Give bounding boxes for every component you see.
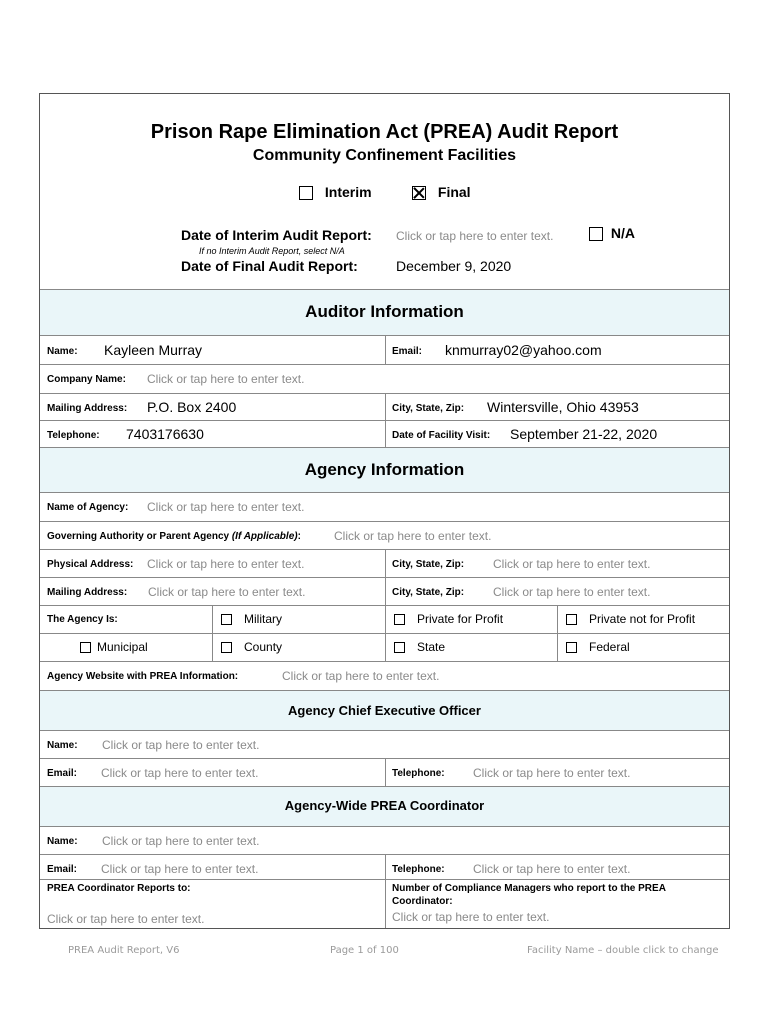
state-checkbox[interactable]	[394, 642, 405, 653]
auditor-name-label: Name:	[47, 346, 78, 357]
ceo-name-row	[40, 730, 729, 758]
reports-to-field[interactable]: Click or tap here to enter text.	[47, 912, 205, 926]
na-checkbox[interactable]	[589, 227, 603, 241]
company-name-label: Company Name:	[47, 374, 126, 385]
coordinator-phone-label: Telephone:	[392, 864, 445, 875]
federal-checkbox[interactable]	[566, 642, 577, 653]
interim-date-label: Date of Interim Audit Report:	[181, 227, 372, 243]
county-checkbox[interactable]	[221, 642, 232, 653]
coordinator-name-field[interactable]: Click or tap here to enter text.	[102, 834, 260, 848]
auditor-mailing-row	[40, 393, 729, 420]
agency-type-row-1	[40, 605, 729, 633]
agency-csz1-field[interactable]: Click or tap here to enter text.	[493, 557, 651, 571]
option-private-not-for-profit[interactable]: Private not for Profit	[566, 612, 695, 626]
agency-csz2-field[interactable]: Click or tap here to enter text.	[493, 585, 651, 599]
agency-mailing-field[interactable]: Click or tap here to enter text.	[148, 585, 306, 599]
auditor-mailing-label: Mailing Address:	[47, 403, 128, 414]
military-checkbox[interactable]	[221, 614, 232, 625]
company-name-field[interactable]: Click or tap here to enter text.	[147, 372, 305, 386]
interim-checkbox[interactable]	[299, 186, 313, 200]
coordinator-email-field[interactable]: Click or tap here to enter text.	[101, 862, 259, 876]
final-label: Final	[437, 184, 471, 200]
auditor-email-field[interactable]: knmurray02@yahoo.com	[445, 342, 602, 358]
municipal-checkbox[interactable]	[80, 642, 91, 653]
coordinator-name-row	[40, 826, 729, 854]
facility-visit-field[interactable]: September 21-22, 2020	[510, 426, 658, 442]
option-military[interactable]: Military	[221, 612, 282, 626]
auditor-company-row	[40, 364, 729, 393]
agency-mailing-row	[40, 577, 729, 605]
agency-name-label: Name of Agency:	[47, 502, 129, 513]
coordinator-reports-row	[40, 879, 729, 928]
ceo-contact-row	[40, 758, 729, 786]
ceo-phone-field[interactable]: Click or tap here to enter text.	[473, 766, 631, 780]
footer-report-version: PREA Audit Report, V6	[68, 945, 180, 956]
ceo-email-label: Email:	[47, 768, 78, 779]
ceo-email-field[interactable]: Click or tap here to enter text.	[101, 766, 259, 780]
auditor-section-title: Auditor Information	[305, 302, 464, 321]
auditor-phone-field[interactable]: 7403176630	[126, 426, 204, 442]
interim-date-field[interactable]: Click or tap here to enter text.	[396, 229, 554, 243]
agency-mailing-label: Mailing Address:	[47, 587, 128, 598]
final-date-label: Date of Final Audit Report:	[181, 258, 358, 274]
option-federal[interactable]: Federal	[566, 640, 630, 654]
auditor-name-row	[40, 335, 729, 364]
agency-name-row	[40, 492, 729, 521]
final-option[interactable]	[412, 184, 471, 200]
compliance-managers-label-2: Coordinator:	[392, 896, 453, 907]
final-date-field[interactable]: December 9, 2020	[396, 258, 512, 274]
audit-report-form	[39, 93, 730, 929]
coordinator-contact-row	[40, 854, 729, 879]
auditor-email-label: Email:	[392, 346, 423, 357]
na-label: N/A	[610, 225, 636, 241]
agency-is-label: The Agency Is:	[47, 614, 118, 625]
agency-section-title: Agency Information	[304, 460, 465, 479]
agency-website-row	[40, 661, 729, 690]
interim-note: If no Interim Audit Report, select N/A	[199, 246, 345, 256]
agency-website-label: Agency Website with PREA Information:	[47, 671, 239, 682]
report-subtitle: Community Confinement Facilities	[252, 147, 517, 164]
auditor-mailing-field[interactable]: P.O. Box 2400	[147, 399, 237, 415]
auditor-phone-label: Telephone:	[47, 430, 100, 441]
option-county[interactable]: County	[221, 640, 282, 654]
coordinator-email-label: Email:	[47, 864, 78, 875]
coordinator-section-header	[40, 786, 729, 826]
physical-address-field[interactable]: Click or tap here to enter text.	[147, 557, 305, 571]
ceo-section-header	[40, 690, 729, 730]
final-checkbox[interactable]	[412, 186, 426, 200]
governing-authority-field[interactable]: Click or tap here to enter text.	[334, 529, 492, 543]
coordinator-name-label: Name:	[47, 836, 78, 847]
na-option[interactable]	[589, 225, 635, 241]
interim-option[interactable]	[299, 184, 372, 200]
private-nonprofit-checkbox[interactable]	[566, 614, 577, 625]
agency-section-header	[40, 447, 729, 492]
agency-csz2-label: City, State, Zip:	[392, 587, 465, 598]
option-private-for-profit[interactable]: Private for Profit	[394, 612, 503, 626]
ceo-section-title: Agency Chief Executive Officer	[288, 703, 481, 718]
option-municipal[interactable]: Municipal	[80, 640, 148, 654]
auditor-name-field[interactable]: Kayleen Murray	[104, 342, 203, 358]
compliance-managers-label-1: Number of Compliance Managers who report to the PREA	[392, 883, 666, 894]
ceo-name-label: Name:	[47, 740, 78, 751]
auditor-csz-label: City, State, Zip:	[392, 403, 465, 414]
auditor-section-header	[40, 289, 729, 335]
governing-authority-label: Governing Authority or Parent Agency (If Applicable):	[47, 531, 301, 542]
agency-website-field[interactable]: Click or tap here to enter text.	[282, 669, 440, 683]
compliance-managers-field[interactable]: Click or tap here to enter text.	[392, 910, 550, 924]
private-profit-checkbox[interactable]	[394, 614, 405, 625]
footer-facility-name[interactable]: Facility Name – double click to change	[527, 945, 719, 956]
governing-authority-row	[40, 521, 729, 549]
ceo-name-field[interactable]: Click or tap here to enter text.	[102, 738, 260, 752]
ceo-phone-label: Telephone:	[392, 768, 445, 779]
physical-address-row	[40, 549, 729, 577]
coordinator-section-title: Agency-Wide PREA Coordinator	[284, 798, 485, 813]
agency-csz1-label: City, State, Zip:	[392, 559, 465, 570]
auditor-csz-field[interactable]: Wintersville, Ohio 43953	[487, 399, 639, 415]
agency-name-field[interactable]: Click or tap here to enter text.	[147, 500, 305, 514]
coordinator-phone-field[interactable]: Click or tap here to enter text.	[473, 862, 631, 876]
agency-type-row-2	[40, 633, 729, 661]
option-state[interactable]: State	[394, 640, 445, 654]
footer-page-number: Page 1 of 100	[330, 945, 399, 956]
reports-to-label: PREA Coordinator Reports to:	[47, 883, 191, 894]
auditor-phone-row	[40, 420, 729, 447]
facility-visit-label: Date of Facility Visit:	[392, 430, 491, 441]
report-title: Prison Rape Elimination Act (PREA) Audit Report	[150, 121, 619, 143]
interim-label: Interim	[324, 184, 372, 200]
physical-address-label: Physical Address:	[47, 559, 134, 570]
